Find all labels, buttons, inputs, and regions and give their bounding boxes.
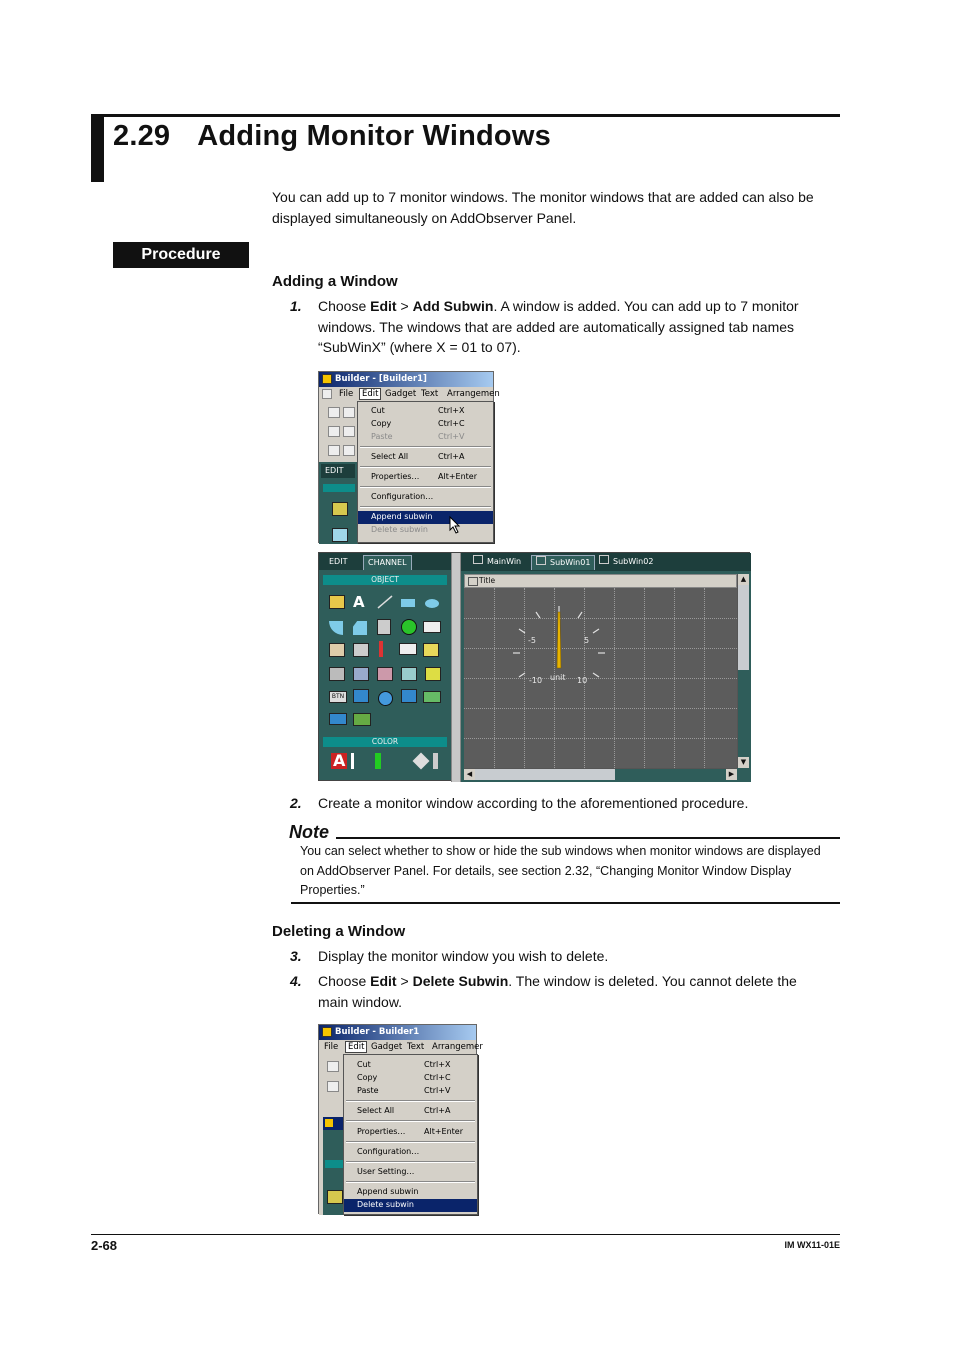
menu-item-copy[interactable]: Copy Ctrl+C: [357, 1073, 451, 1082]
menu-arrangement[interactable]: Arrangemen: [447, 389, 500, 399]
document-id: IM WX11-01E: [784, 1240, 840, 1250]
dial-tool-icon[interactable]: [378, 691, 393, 706]
tab-edit[interactable]: EDIT: [329, 557, 348, 566]
open-icon[interactable]: [343, 407, 355, 418]
mouse-cursor-icon: [449, 516, 461, 534]
paint-bucket-icon[interactable]: [413, 753, 430, 770]
window-tabs: [461, 553, 751, 571]
menu-separator: [346, 1161, 475, 1163]
menu-item-properties[interactable]: Properties… Alt+Enter: [371, 472, 478, 481]
menu-text[interactable]: Text: [407, 1042, 425, 1052]
menu-item-cut[interactable]: Cut Ctrl+X: [357, 1060, 451, 1069]
screenshot-builder-subwins: [318, 552, 750, 781]
note-top-rule: [336, 837, 840, 839]
menu-file[interactable]: File: [324, 1042, 339, 1052]
procedure-label: Procedure: [113, 242, 249, 268]
counter-tool-icon[interactable]: [399, 643, 417, 655]
inner-window: [319, 1115, 345, 1215]
menu-separator: [360, 486, 491, 488]
panel-icon: [468, 577, 478, 586]
window-icon: [536, 556, 546, 565]
tab-subwin01[interactable]: SubWin01: [531, 555, 595, 570]
pointer-icon[interactable]: [327, 1081, 339, 1092]
select-tool-icon[interactable]: [327, 1190, 343, 1204]
adding-heading: Adding a Window: [272, 273, 398, 290]
gauge-label: 10: [577, 676, 588, 685]
footer-rule: [91, 1234, 840, 1235]
polygon-tool-icon[interactable]: [353, 621, 367, 635]
menu-separator: [360, 466, 491, 468]
menu-gadget[interactable]: Gadget: [371, 1042, 403, 1052]
edit-dropdown: [357, 401, 494, 543]
text-tool-icon[interactable]: A: [353, 593, 365, 611]
menu-item-paste[interactable]: Paste Ctrl+V: [357, 1086, 451, 1095]
scroll-right-icon[interactable]: ▶: [726, 769, 737, 780]
menu-item-paste[interactable]: Paste Ctrl+V: [371, 432, 465, 441]
select-tool-icon[interactable]: [332, 502, 348, 516]
menu-item-configuration[interactable]: Configuration…: [357, 1147, 420, 1156]
menu-item-cut[interactable]: Cut Ctrl+X: [371, 406, 465, 415]
panel-titlebar: Title: [464, 574, 737, 588]
vertical-scrollbar[interactable]: [737, 574, 750, 768]
intro-line: You can add up to 7 monitor windows. The monitor windows that are added can also be: [272, 189, 814, 205]
menu-item-delete-subwin[interactable]: Delete subwin: [344, 1199, 477, 1212]
edit-tab[interactable]: EDIT: [321, 464, 355, 478]
gauge-label: -10: [529, 676, 543, 685]
alarm-tool-icon[interactable]: [425, 667, 441, 681]
window-titlebar: Builder - Builder1: [319, 1025, 476, 1040]
gauge-needle: [557, 612, 561, 668]
chart-tool-icon[interactable]: [377, 667, 393, 681]
rect-tool-icon[interactable]: [401, 599, 415, 607]
side-panel: [319, 462, 359, 544]
inner-titlebar: [323, 1117, 345, 1130]
font-color-icon[interactable]: A: [333, 751, 346, 770]
arc-tool-icon[interactable]: [329, 621, 343, 635]
tab-subwin02[interactable]: SubWin02: [595, 555, 657, 569]
inner-app-icon: [325, 1119, 333, 1127]
menu-item-copy[interactable]: Copy Ctrl+C: [371, 419, 465, 428]
intro-text: [272, 187, 814, 228]
scroll-up-icon[interactable]: ▲: [738, 574, 749, 585]
menu-separator: [346, 1181, 475, 1183]
window-icon: [599, 555, 609, 564]
monitor-canvas: [464, 588, 737, 768]
step4-text: Choose Edit > Delete Subwin. The window is deleted. You cannot delete the main window.: [318, 973, 797, 1010]
window-titlebar: Builder - [Builder1]: [319, 372, 493, 387]
switch-tool-icon[interactable]: [353, 689, 369, 703]
thermometer-tool-icon[interactable]: [379, 641, 383, 657]
scroll-thumb[interactable]: [475, 769, 615, 780]
step2-text: Create a monitor window according to the aforementioned procedure.: [318, 795, 749, 811]
menu-item-append-subwin[interactable]: Append subwin: [357, 1187, 419, 1196]
pattern-icon[interactable]: [433, 753, 438, 769]
panel-header: [325, 1160, 345, 1168]
window-icon: [473, 555, 483, 564]
gauge-label: -5: [528, 636, 536, 645]
scroll-down-icon[interactable]: ▼: [738, 757, 749, 768]
step-number: 3.: [290, 948, 302, 964]
menu-item-properties[interactable]: Properties… Alt+Enter: [357, 1127, 464, 1136]
step3-text: Display the monitor window you wish to delete.: [318, 948, 609, 964]
menu-item-append-subwin[interactable]: Append subwin: [358, 511, 493, 524]
menubar: [319, 387, 500, 402]
label-tool-icon[interactable]: [329, 713, 347, 725]
scroll-left-icon[interactable]: ◀: [464, 769, 475, 780]
digital-tool-icon[interactable]: [423, 621, 441, 633]
step-number: 1.: [290, 298, 302, 314]
menu-text[interactable]: Text: [421, 389, 439, 399]
side-panel: [323, 1130, 345, 1215]
left-tabs: [319, 553, 451, 570]
splitter[interactable]: [451, 553, 461, 782]
note-title: Note: [289, 822, 329, 842]
scroll-thumb[interactable]: [738, 585, 749, 670]
menu-doc-icon: [322, 389, 332, 399]
menu-arrangement[interactable]: Arrangemer: [432, 1042, 483, 1052]
horizontal-scrollbar[interactable]: [464, 768, 737, 781]
arrow-icon[interactable]: [343, 445, 355, 456]
step-number: 2.: [290, 795, 302, 811]
app-icon: [322, 374, 332, 384]
graph-tool-icon[interactable]: [423, 643, 439, 657]
note-bottom-rule: [291, 902, 840, 904]
menu-separator: [346, 1120, 475, 1122]
heading-bar: [91, 114, 104, 182]
new-icon[interactable]: [328, 407, 340, 418]
menubar: [319, 1040, 483, 1055]
menu-separator: [346, 1141, 475, 1143]
menu-item-configuration[interactable]: Configuration…: [371, 492, 434, 501]
menu-separator: [360, 446, 491, 448]
menu-edit[interactable]: Edit: [359, 388, 381, 400]
line-color-icon[interactable]: [351, 753, 354, 769]
page-number: 2-68: [91, 1238, 118, 1253]
heading-rule: [104, 114, 840, 117]
trend-tool-icon[interactable]: [329, 667, 345, 681]
line-icon[interactable]: [328, 445, 340, 456]
menu-file[interactable]: File: [339, 389, 354, 399]
toolbar: [319, 1055, 345, 1116]
menu-separator: [346, 1100, 475, 1102]
step-number: 4.: [290, 973, 302, 989]
screenshot-edit-menu-delete: [318, 1024, 483, 1214]
section-title: [113, 120, 551, 153]
menu-item-delete-subwin[interactable]: Delete subwin: [371, 525, 428, 534]
pointer-icon[interactable]: [328, 426, 340, 437]
intro-line: displayed simultaneously on AddObserver Panel.: [272, 209, 577, 226]
gauge-label: 5: [584, 636, 590, 645]
shape-tool-icon[interactable]: [332, 528, 348, 542]
menu-item-select-all[interactable]: Select All Ctrl+A: [371, 452, 465, 461]
section-heading: Adding Monitor Windows: [197, 120, 551, 152]
screenshot-edit-menu-add: [318, 371, 500, 543]
lamp-tool-icon[interactable]: [401, 619, 417, 635]
gauge: [504, 598, 614, 708]
workspace: [461, 553, 751, 782]
gauge-tool-icon[interactable]: [401, 667, 417, 681]
image-tool-icon[interactable]: [353, 713, 371, 726]
selector-tool-icon[interactable]: [401, 689, 417, 703]
menu-separator: [360, 506, 491, 508]
edit-dropdown: [343, 1054, 478, 1215]
new-icon[interactable]: [327, 1061, 339, 1072]
bar-tool-icon[interactable]: [329, 643, 345, 657]
menu-edit[interactable]: Edit: [345, 1041, 367, 1053]
panel-tool-icon[interactable]: [423, 691, 441, 703]
fill-color-icon[interactable]: [375, 753, 381, 769]
tab-channel[interactable]: CHANNEL: [363, 555, 412, 570]
table-tool-icon[interactable]: [353, 667, 369, 681]
button-tool-icon[interactable]: BTN: [329, 691, 347, 703]
menu-item-user-setting[interactable]: User Setting…: [357, 1167, 415, 1176]
deleting-heading: Deleting a Window: [272, 923, 406, 940]
spin-tool-icon[interactable]: [377, 619, 391, 635]
object-header: OBJECT: [323, 575, 447, 585]
text-tool-icon[interactable]: [343, 426, 355, 437]
menu-item-select-all[interactable]: Select All Ctrl+A: [357, 1106, 451, 1115]
select-tool-icon[interactable]: [329, 595, 345, 609]
gauge-unit: unit: [550, 673, 566, 682]
ellipse-tool-icon[interactable]: [425, 599, 439, 608]
panel-header: [323, 484, 355, 492]
color-header: COLOR: [323, 737, 447, 747]
section-number: 2.29: [113, 120, 171, 152]
meter-tool-icon[interactable]: [353, 643, 369, 657]
menu-gadget[interactable]: Gadget: [385, 389, 417, 399]
app-icon: [322, 1027, 332, 1037]
tab-mainwin[interactable]: MainWin: [469, 555, 525, 569]
note-text: You can select whether to show or hide the sub windows when monitor windows are displayed on AddObserver Panel. For details, see section 2.32, “Changing Monitor Window Display Properties.”: [300, 844, 821, 897]
step1-text: Choose Edit > Add Subwin. A window is added. You can add up to 7 monitor windows. The windows that are added are automatically assigned tab names “SubWinX” (where X = 01 to 07).: [318, 298, 799, 355]
line-tool-icon[interactable]: [377, 595, 393, 609]
